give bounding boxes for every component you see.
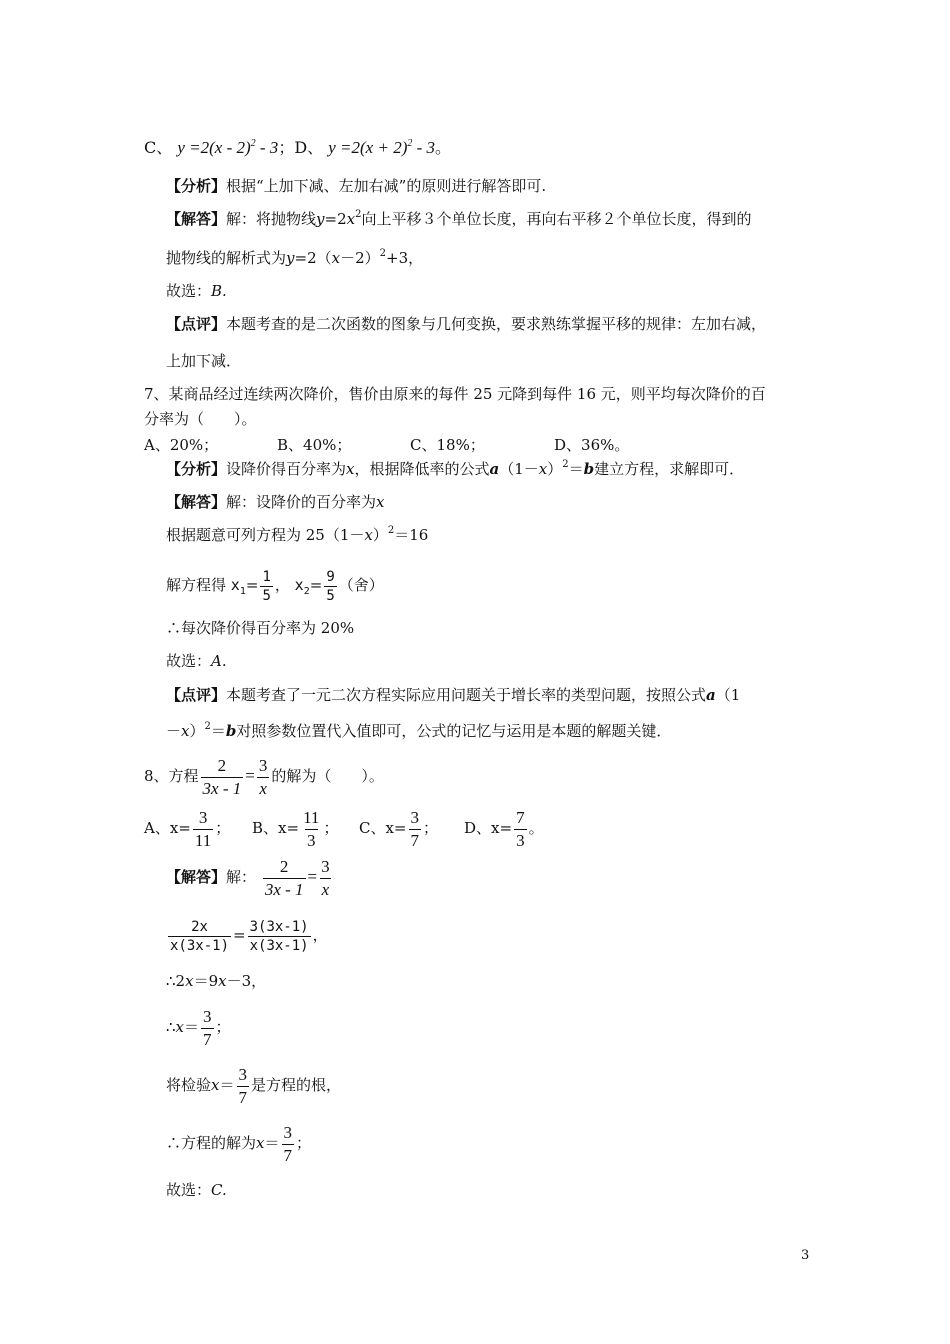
x2-symbol: $x_2$ xyxy=(294,576,310,597)
q7-stem-line2: 分率为（ ）。 xyxy=(144,410,257,428)
q8-step4: 将检验x＝ $\frac{3}{7}$ 是方程的根， xyxy=(166,1064,342,1107)
q8-answer: 【解答】解： $\frac{2}{3x - 1}$ = $\frac{3}{x}$ xyxy=(166,856,330,899)
q8-step2: ∴2x＝9x－3， xyxy=(166,972,267,990)
q8-option-c: C、x= $\frac{3}{7}$ ； xyxy=(359,807,439,850)
fraction-3-7-step3: $\frac{3}{7}$ xyxy=(203,1006,212,1049)
fraction-one-fifth: $\frac{1}{5}$ xyxy=(262,568,271,604)
q6-answer-line1: 【解答】解：将抛物线$y=2x^2$向上平移３个单位长度，再向右平移２个单位长度，得到的 xyxy=(166,209,752,228)
fraction-three-over-x-answer: $\frac{3}{x}$ xyxy=(321,856,330,899)
fraction-3-7-step5: $\frac{3}{7}$ xyxy=(283,1122,292,1165)
q7-review-line1: 【点评】本题考查了一元二次方程实际应用问题关于增长率的类型问题，按照公式a（1 xyxy=(166,686,741,704)
fraction-3-3x-1-over: $\frac{3(3x-1)}{x(3x-1)}$ xyxy=(249,918,309,954)
q6-review-line1: 【点评】本题考查的是二次函数的图象与几何变换，要求熟练掌握平移的规律：左加右减， xyxy=(166,315,767,333)
q7-analysis: 【分析】设降价得百分率为x，根据降低率的公式$a(1-x)^2=b$建立方程，求解即可． xyxy=(166,459,745,478)
q6-answer-line2: 抛物线的解析式为$y=2(x-2)^2+3$， xyxy=(166,248,424,267)
q7-equation: 根据题意可列方程为 $25(1-x)^2=16$ xyxy=(166,525,429,544)
fraction-three-over-x: $\frac{3}{x}$ xyxy=(258,755,268,798)
q6-options-cd: C、 y =2(x - 2)$^2$ - 3；D、 $y =2(x + 2)^2 - 3$。 xyxy=(144,138,452,157)
fraction-3-11: $\frac{3}{11}$ xyxy=(194,807,212,850)
fraction-3-7-step4: $\frac{3}{7}$ xyxy=(238,1064,247,1107)
q8-option-b: B、x= $\frac{11}{3}$ ； xyxy=(252,807,339,850)
fraction-2x-over: $\frac{2x}{x(3x-1)}$ xyxy=(170,918,230,954)
option-c-label: C、 xyxy=(144,138,173,157)
q7-stem-line1: 7、某商品经过连续两次降价，售价由原来的每件 25 元降到每件 16 元，则平均每次降价的百 xyxy=(144,385,766,403)
x1-symbol: $x_1$ xyxy=(230,576,246,597)
fraction-11-3: $\frac{11}{3}$ xyxy=(303,807,320,850)
q8-choice: 故选：C. xyxy=(166,1181,227,1199)
q8-stem: 8、方程 $\frac{2}{3x - 1}$ = $\frac{3}{x}$ 的解为（ ）。 xyxy=(144,755,384,798)
fraction-3-7: $\frac{3}{7}$ xyxy=(410,807,420,850)
q8-step5: ∴方程的解为x＝ $\frac{3}{7}$ ； xyxy=(166,1122,312,1165)
q8-option-d: D、x= $\frac{7}{3}$ 。 xyxy=(464,807,544,850)
q7-choice: 故选：A. xyxy=(166,652,227,670)
q6-review-line2: 上加下减． xyxy=(166,352,242,370)
q7-review-line2: －x）$^2$＝b对照参数位置代入值即可，公式的记忆与运用是本题的解题关键． xyxy=(166,721,672,740)
fraction-two-over-3x-1-answer: $\frac{2}{3x - 1}$ xyxy=(264,856,304,899)
fraction-two-over-3x-1: $\frac{2}{3x - 1}$ xyxy=(202,755,242,798)
q7-option-a: A、20%； xyxy=(144,436,219,454)
q7-option-d: D、36%。 xyxy=(554,436,630,454)
q8-step1: $\frac{2x}{x(3x-1)}$ = $\frac{3(3x-1)}{x(3x-1)}$ ， xyxy=(170,918,328,954)
q7-option-c: C、18%； xyxy=(410,436,485,454)
q7-therefore: ∴每次降价得百分率为 20% xyxy=(166,619,355,637)
option-c-equation: y =2(x - 2)$^2$ - 3 xyxy=(177,138,279,157)
q7-answer: 【解答】解：设降价的百分率为x xyxy=(166,493,385,511)
q6-analysis: 【分析】根据“上加下减、左加右减”的原则进行解答即可. xyxy=(166,177,547,195)
page-number: 3 xyxy=(801,1248,810,1263)
q8-step3: ∴x＝ $\frac{3}{7}$ ； xyxy=(166,1006,231,1049)
option-d-equation: $y =2(x + 2)^2 - 3$ xyxy=(328,138,436,157)
q8-option-a: A、x= $\frac{3}{11}$ ； xyxy=(144,807,231,850)
q6-choice: 故选：B. xyxy=(166,282,227,300)
fraction-nine-fifth: $\frac{9}{5}$ xyxy=(326,568,335,604)
fraction-7-3: $\frac{7}{3}$ xyxy=(516,807,525,850)
q7-option-b: B、40%； xyxy=(277,436,352,454)
q7-solve: 解方程得 $x_1=$ $\frac{1}{5}$ ， $x_2=$ $\frac{9}{5}$ （舍） xyxy=(166,568,384,604)
